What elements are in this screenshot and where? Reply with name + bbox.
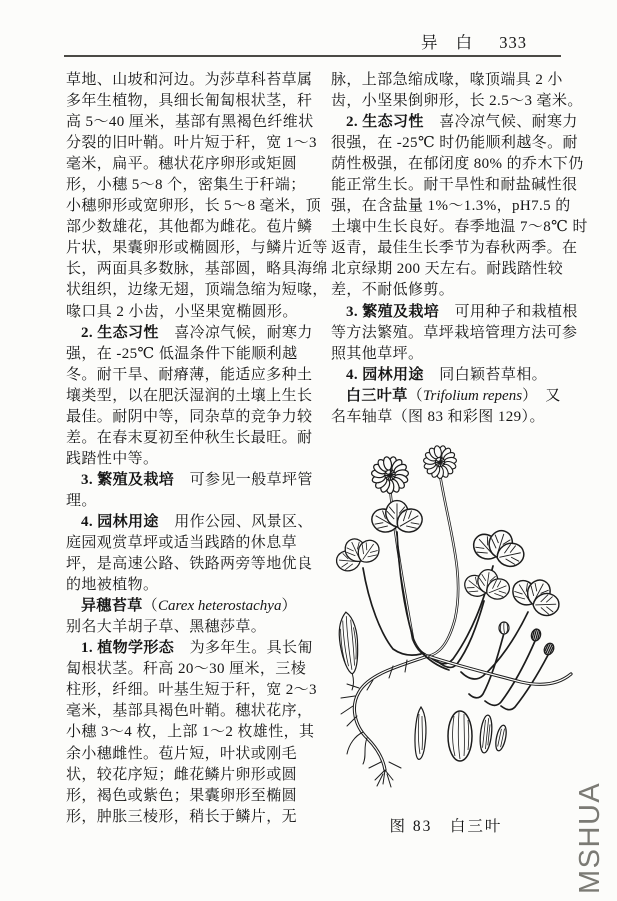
text-line: 毫米，基部具褐色叶鞘。穗状花序， xyxy=(66,703,313,720)
text-line: 返青，最佳生长季节为春秋两季。在 xyxy=(331,240,578,257)
text-line: 很强，在 -25℃ 时仍能顺利越冬。耐 xyxy=(331,135,578,152)
text-line: 壤类型，以在肥沃湿润的土壤上生长 xyxy=(66,387,313,404)
text-line: 余小穗雌性。苞片短，叶状或刚毛 xyxy=(66,745,298,762)
text-line: 多年生植物，具细长匍匐根状茎，秆 xyxy=(66,93,313,110)
spike-detail xyxy=(337,611,363,690)
text-line: 照其他草坪。 xyxy=(331,345,424,362)
left-text-column xyxy=(66,70,328,828)
text-line: 最佳。耐阴中等，同杂草的竞争力较 xyxy=(66,408,313,425)
text-line: 部少数雄花，其他都为雌花。苞片鳞 xyxy=(66,219,313,236)
right-text-column xyxy=(331,70,588,428)
text-line: 异穗苔草（Carex heterostachya） xyxy=(81,598,297,615)
text-line: 强，在含盐量 1%～1.3%，pH7.5 的 xyxy=(331,198,571,215)
flower-head-icon xyxy=(423,445,457,478)
text-line: 形，小穗 5～8 个，密集生于秆端； xyxy=(66,177,306,194)
text-line: 草地、山坡和河边。为莎草科苔草属 xyxy=(66,72,313,88)
text-line: 能正常生长。耐干旱性和耐盐碱性很 xyxy=(331,177,578,194)
text-line: 4. 园林用途 同白颖苔草相。 xyxy=(346,366,548,383)
watermark: MSHUA xyxy=(574,781,606,894)
text-line: 强，在 -25℃ 低温条件下能顺利越 xyxy=(66,345,298,362)
text-line: 小穗卵形或宽卵形，长 5～8 毫米，顶 xyxy=(66,198,322,215)
text-line: 冬。耐干旱、耐瘠薄，能适应多种土 xyxy=(66,366,313,383)
header-rule xyxy=(64,55,561,57)
text-line: 等方法繁殖。草坪栽培管理方法可参 xyxy=(331,324,578,341)
text-line: 状组织，边缘无翅，顶端急缩为短喙， xyxy=(66,282,328,299)
seed-detail xyxy=(415,707,426,759)
running-title: 异 白 xyxy=(421,33,480,52)
text-line: 片状，果囊卵形或椭圆形，与鳞片近等 xyxy=(66,240,328,257)
text-line: 形，褐色或紫色；果囊卵形至椭圆 xyxy=(66,787,298,804)
text-line: 北京绿期 200 天左右。耐践踏性较 xyxy=(331,261,564,278)
text-line: 3. 繁殖及栽培 可用种子和栽植根 xyxy=(346,303,578,320)
text-line: 4. 园林用途 用作公园、风景区、 xyxy=(81,513,313,530)
text-line: 毫米，扁平。穗状花序卵形或矩圆 xyxy=(66,156,298,173)
text-line: 形，肿胀三棱形，稍长于鳞片，无 xyxy=(66,808,298,825)
page-number: 333 xyxy=(499,33,527,52)
seed-detail xyxy=(494,724,508,751)
text-line: 脉，上部急缩成喙，喙顶端具 2 小 xyxy=(331,72,563,88)
text-line: 差。在春末夏初至仲秋生长最旺。耐 xyxy=(66,429,313,446)
flower-head-icon xyxy=(371,456,409,493)
figure-caption: 图 83 白三叶 xyxy=(389,818,503,835)
text-line: 荫性极强，在郁闭度 80% 的乔木下仍 xyxy=(331,156,584,173)
text-line: 名车轴草（图 83 和彩图 129）。 xyxy=(331,408,545,425)
text-line: 齿，小坚果倒卵形，长 2.5～3 毫米。 xyxy=(331,93,583,110)
text-line: 3. 繁殖及栽培 可参见一般草坪管 xyxy=(81,471,313,488)
text-line: 喙口具 2 小齿，小坚果宽椭圆形。 xyxy=(66,303,298,320)
text-line: 的地被植物。 xyxy=(66,577,159,594)
seed-detail xyxy=(448,711,472,761)
text-line: 分裂的旧叶鞘。叶片短于秆，宽 1～3 xyxy=(66,135,317,152)
text-line: 理。 xyxy=(66,492,97,509)
text-line: 差，不耐低修剪。 xyxy=(331,282,455,299)
page-header xyxy=(65,29,527,53)
text-line: 别名大羊胡子草、黑穗莎草。 xyxy=(66,619,267,636)
text-line: 2. 生态习性 喜冷凉气候、耐寒力 xyxy=(346,114,578,131)
text-line: 土壤中生长良好。春季地温 7～8℃ 时 xyxy=(331,219,588,236)
text-line: 状，较花序短；雌花鳞片卵形或圆 xyxy=(66,766,298,783)
text-line: 践踏性中等。 xyxy=(66,450,159,467)
text-line: 高 5～40 厘米，基部有黑褐色纤维状 xyxy=(66,114,314,131)
text-line: 匐根状茎。秆高 20～30 厘米，三棱 xyxy=(66,661,307,678)
text-line: 庭园观赏草坪或适当践踏的休息草 xyxy=(66,535,298,552)
seed-detail xyxy=(479,715,494,754)
text-line: 长，两面具多数脉，基部圆，略具海绵 xyxy=(66,261,328,278)
text-line: 小穗 3～4 枚，上部 1～2 枚雄性，其 xyxy=(66,724,315,741)
text-line: 2. 生态习性 喜冷凉气候，耐寒力 xyxy=(81,324,313,341)
figure-83 xyxy=(333,444,591,856)
text-line: 白三叶草（Trifolium repens） 又 xyxy=(346,387,561,404)
text-line: 1. 植物学形态 为多年生。具长匍 xyxy=(81,640,313,657)
white-clover-illustration xyxy=(333,444,591,812)
text-line: 柱形，纤细。叶基生短于秆，宽 2～3 xyxy=(66,682,317,699)
text-line: 坪，是高速公路、铁路两旁等地优良 xyxy=(66,556,313,573)
